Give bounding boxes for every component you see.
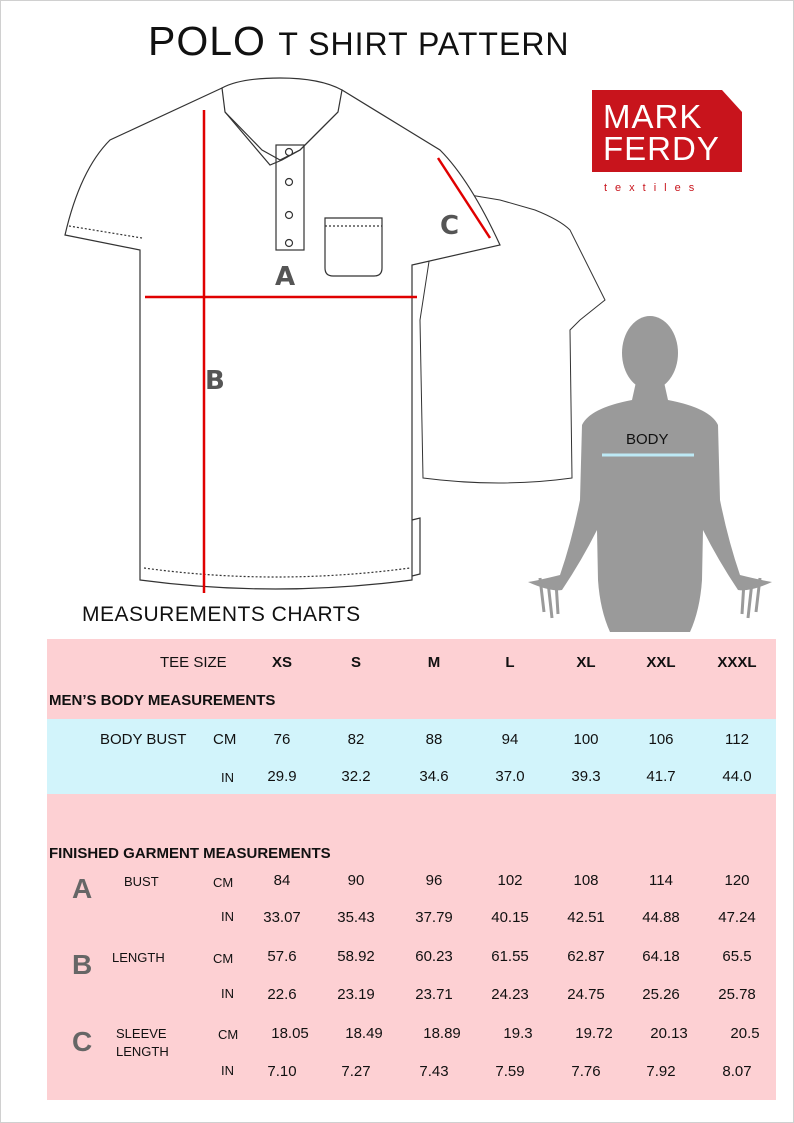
row-a-cm-2: 90 bbox=[347, 872, 365, 889]
row-c-cm-5: 19.72 bbox=[575, 1025, 613, 1042]
row-a-in-3: 37.79 bbox=[415, 909, 453, 926]
row-b-letter: B bbox=[72, 949, 93, 980]
size-header-5: XL bbox=[576, 654, 596, 671]
body-bust-in-6: 41.7 bbox=[646, 768, 676, 785]
title-rest: T SHIRT PATTERN bbox=[278, 26, 570, 62]
row-b-cm-2: 58.92 bbox=[337, 948, 375, 965]
row-c-cm-2: 18.49 bbox=[345, 1025, 383, 1042]
row-c-letter: C bbox=[72, 1026, 93, 1057]
title-main: POLO bbox=[148, 18, 266, 64]
row-b-in-unit: IN bbox=[221, 986, 234, 1001]
body-bust-cm-1: 76 bbox=[273, 731, 291, 748]
row-c-in-unit: IN bbox=[221, 1063, 234, 1078]
row-a-letter: A bbox=[72, 873, 93, 904]
diagram-label-a: A bbox=[275, 262, 296, 292]
row-a-cm-4: 102 bbox=[497, 872, 523, 889]
body-bust-cm-5: 100 bbox=[573, 731, 599, 748]
diagram-label-b: B bbox=[205, 366, 225, 396]
row-a-in-6: 44.88 bbox=[642, 909, 680, 926]
charts-title: MEASUREMENTS CHARTS bbox=[82, 603, 361, 626]
tee-size-label: TEE SIZE bbox=[160, 654, 227, 671]
row-b-in-1: 22.6 bbox=[267, 986, 297, 1003]
body-bust-in-4: 37.0 bbox=[495, 768, 525, 785]
row-c-in-4: 7.59 bbox=[495, 1063, 525, 1080]
diagram-label-c: C bbox=[440, 211, 460, 241]
body-bust-in-7: 44.0 bbox=[722, 768, 752, 785]
size-header-1: XS bbox=[271, 654, 293, 671]
body-bust-in-3: 34.6 bbox=[419, 768, 449, 785]
row-b-cm-unit: CM bbox=[213, 951, 234, 966]
row-c-in-3: 7.43 bbox=[419, 1063, 449, 1080]
size-header-2: S bbox=[350, 654, 362, 671]
body-bust-in-2: 32.2 bbox=[341, 768, 371, 785]
row-b-in-4: 24.23 bbox=[491, 986, 529, 1003]
finished-heading: FINISHED GARMENT MEASUREMENTS bbox=[49, 845, 331, 862]
row-c-cm-7: 20.5 bbox=[730, 1025, 760, 1042]
body-bust-in-1: 29.9 bbox=[267, 768, 297, 785]
row-c-in-6: 7.92 bbox=[646, 1063, 676, 1080]
row-b-in-3: 23.71 bbox=[415, 986, 453, 1003]
body-bust-cm-2: 82 bbox=[347, 731, 365, 748]
body-label: BODY bbox=[626, 431, 669, 448]
row-a-in-5: 42.51 bbox=[567, 909, 605, 926]
body-bust-cm-unit: CM bbox=[213, 731, 237, 748]
row-b-in-7: 25.78 bbox=[718, 986, 756, 1003]
row-a-cm-1: 84 bbox=[273, 872, 291, 889]
row-c-cm-4: 19.3 bbox=[503, 1025, 533, 1042]
row-b-cm-6: 64.18 bbox=[642, 948, 680, 965]
row-c-in-2: 7.27 bbox=[341, 1063, 371, 1080]
row-b-in-5: 24.75 bbox=[567, 986, 605, 1003]
row-a-in-1: 33.07 bbox=[263, 909, 301, 926]
row-b-cm-1: 57.6 bbox=[267, 948, 297, 965]
size-header-6: XXL bbox=[646, 654, 676, 671]
size-header-4: L bbox=[505, 654, 515, 671]
body-bust-cm-3: 88 bbox=[425, 731, 443, 748]
row-c-in-5: 7.76 bbox=[571, 1063, 601, 1080]
mens-heading: MEN’S BODY MEASUREMENTS bbox=[49, 692, 276, 709]
row-a-cm-5: 108 bbox=[573, 872, 599, 889]
body-bust-cm-7: 112 bbox=[725, 731, 749, 748]
row-a-label: BUST bbox=[124, 874, 159, 889]
row-b-cm-5: 62.87 bbox=[567, 948, 605, 965]
row-c-in-1: 7.10 bbox=[267, 1063, 297, 1080]
row-c-cm-unit: CM bbox=[218, 1027, 239, 1042]
row-c-in-7: 8.07 bbox=[722, 1063, 752, 1080]
body-bust-cm-6: 106 bbox=[648, 731, 674, 748]
row-c-cm-6: 20.13 bbox=[650, 1025, 688, 1042]
body-bust-in-unit: IN bbox=[221, 770, 234, 785]
logo-line-1: MARK bbox=[603, 98, 703, 135]
row-c-cm-1: 18.05 bbox=[271, 1025, 309, 1042]
row-a-in-7: 47.24 bbox=[718, 909, 756, 926]
row-a-cm-7: 120 bbox=[724, 872, 750, 889]
size-header-7: XXXL bbox=[717, 654, 757, 671]
body-bust-cm-4: 94 bbox=[501, 731, 519, 748]
row-a-cm-6: 114 bbox=[649, 872, 673, 889]
row-c-cm-3: 18.89 bbox=[423, 1025, 461, 1042]
row-c-label-1: SLEEVE bbox=[116, 1026, 167, 1041]
body-bust-label: BODY BUST bbox=[100, 731, 187, 748]
row-a-cm-3: 96 bbox=[425, 872, 443, 889]
row-b-in-6: 25.26 bbox=[642, 986, 680, 1003]
row-a-in-unit: IN bbox=[221, 909, 234, 924]
logo-line-2: FERDY bbox=[603, 130, 720, 167]
row-b-in-2: 23.19 bbox=[337, 986, 375, 1003]
logo-subtitle: textiles bbox=[604, 182, 703, 194]
row-b-cm-3: 60.23 bbox=[415, 948, 453, 965]
body-bust-in-5: 39.3 bbox=[571, 768, 601, 785]
row-a-in-4: 40.15 bbox=[491, 909, 529, 926]
row-b-cm-7: 65.5 bbox=[722, 948, 752, 965]
size-header-3: M bbox=[427, 654, 441, 671]
row-a-in-2: 35.43 bbox=[337, 909, 375, 926]
row-a-cm-unit: CM bbox=[213, 875, 234, 890]
row-b-cm-4: 61.55 bbox=[491, 948, 529, 965]
row-b-label: LENGTH bbox=[112, 950, 165, 965]
row-c-label-2: LENGTH bbox=[116, 1044, 169, 1059]
